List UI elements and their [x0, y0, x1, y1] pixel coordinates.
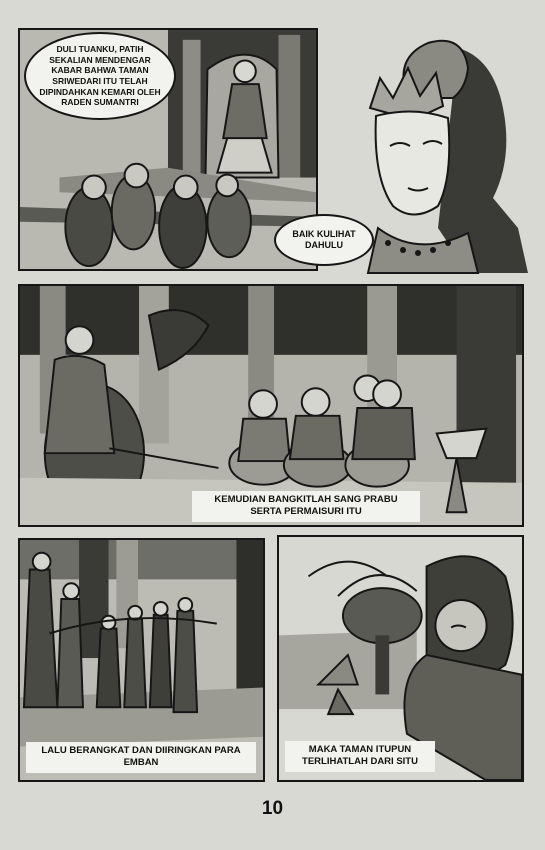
panel-throne-room — [18, 28, 318, 271]
caption-prabu-rises: KEMUDIAN BANGKITLAH SANG PRABU SERTA PERMAISURI ITU — [192, 491, 420, 522]
page-number: 10 — [261, 798, 284, 819]
caption-departure: LALU BERANGKAT DAN DIIRINGKAN PARA EMBAN — [26, 742, 256, 773]
panel-king-portrait — [292, 28, 528, 273]
caption-garden-visible: MAKA TAMAN ITUPUN TERLIHATLAH DARI SITU — [285, 741, 435, 772]
speech-bubble-king: BAIK KULIHAT DAHULU — [274, 214, 374, 266]
panel-garden-view — [277, 535, 524, 782]
court-rising-illustration — [20, 286, 522, 525]
panel-procession — [18, 538, 265, 782]
panel-court-rising — [18, 284, 524, 527]
speech-bubble-patih: DULI TUANKU, PATIH SEKALIAN MENDENGAR KABAR BAHWA TAMAN SRIWEDARI ITU TELAH DIPINDAHKAN KEMARI OLEH RADEN SUMANTRI — [24, 32, 176, 120]
